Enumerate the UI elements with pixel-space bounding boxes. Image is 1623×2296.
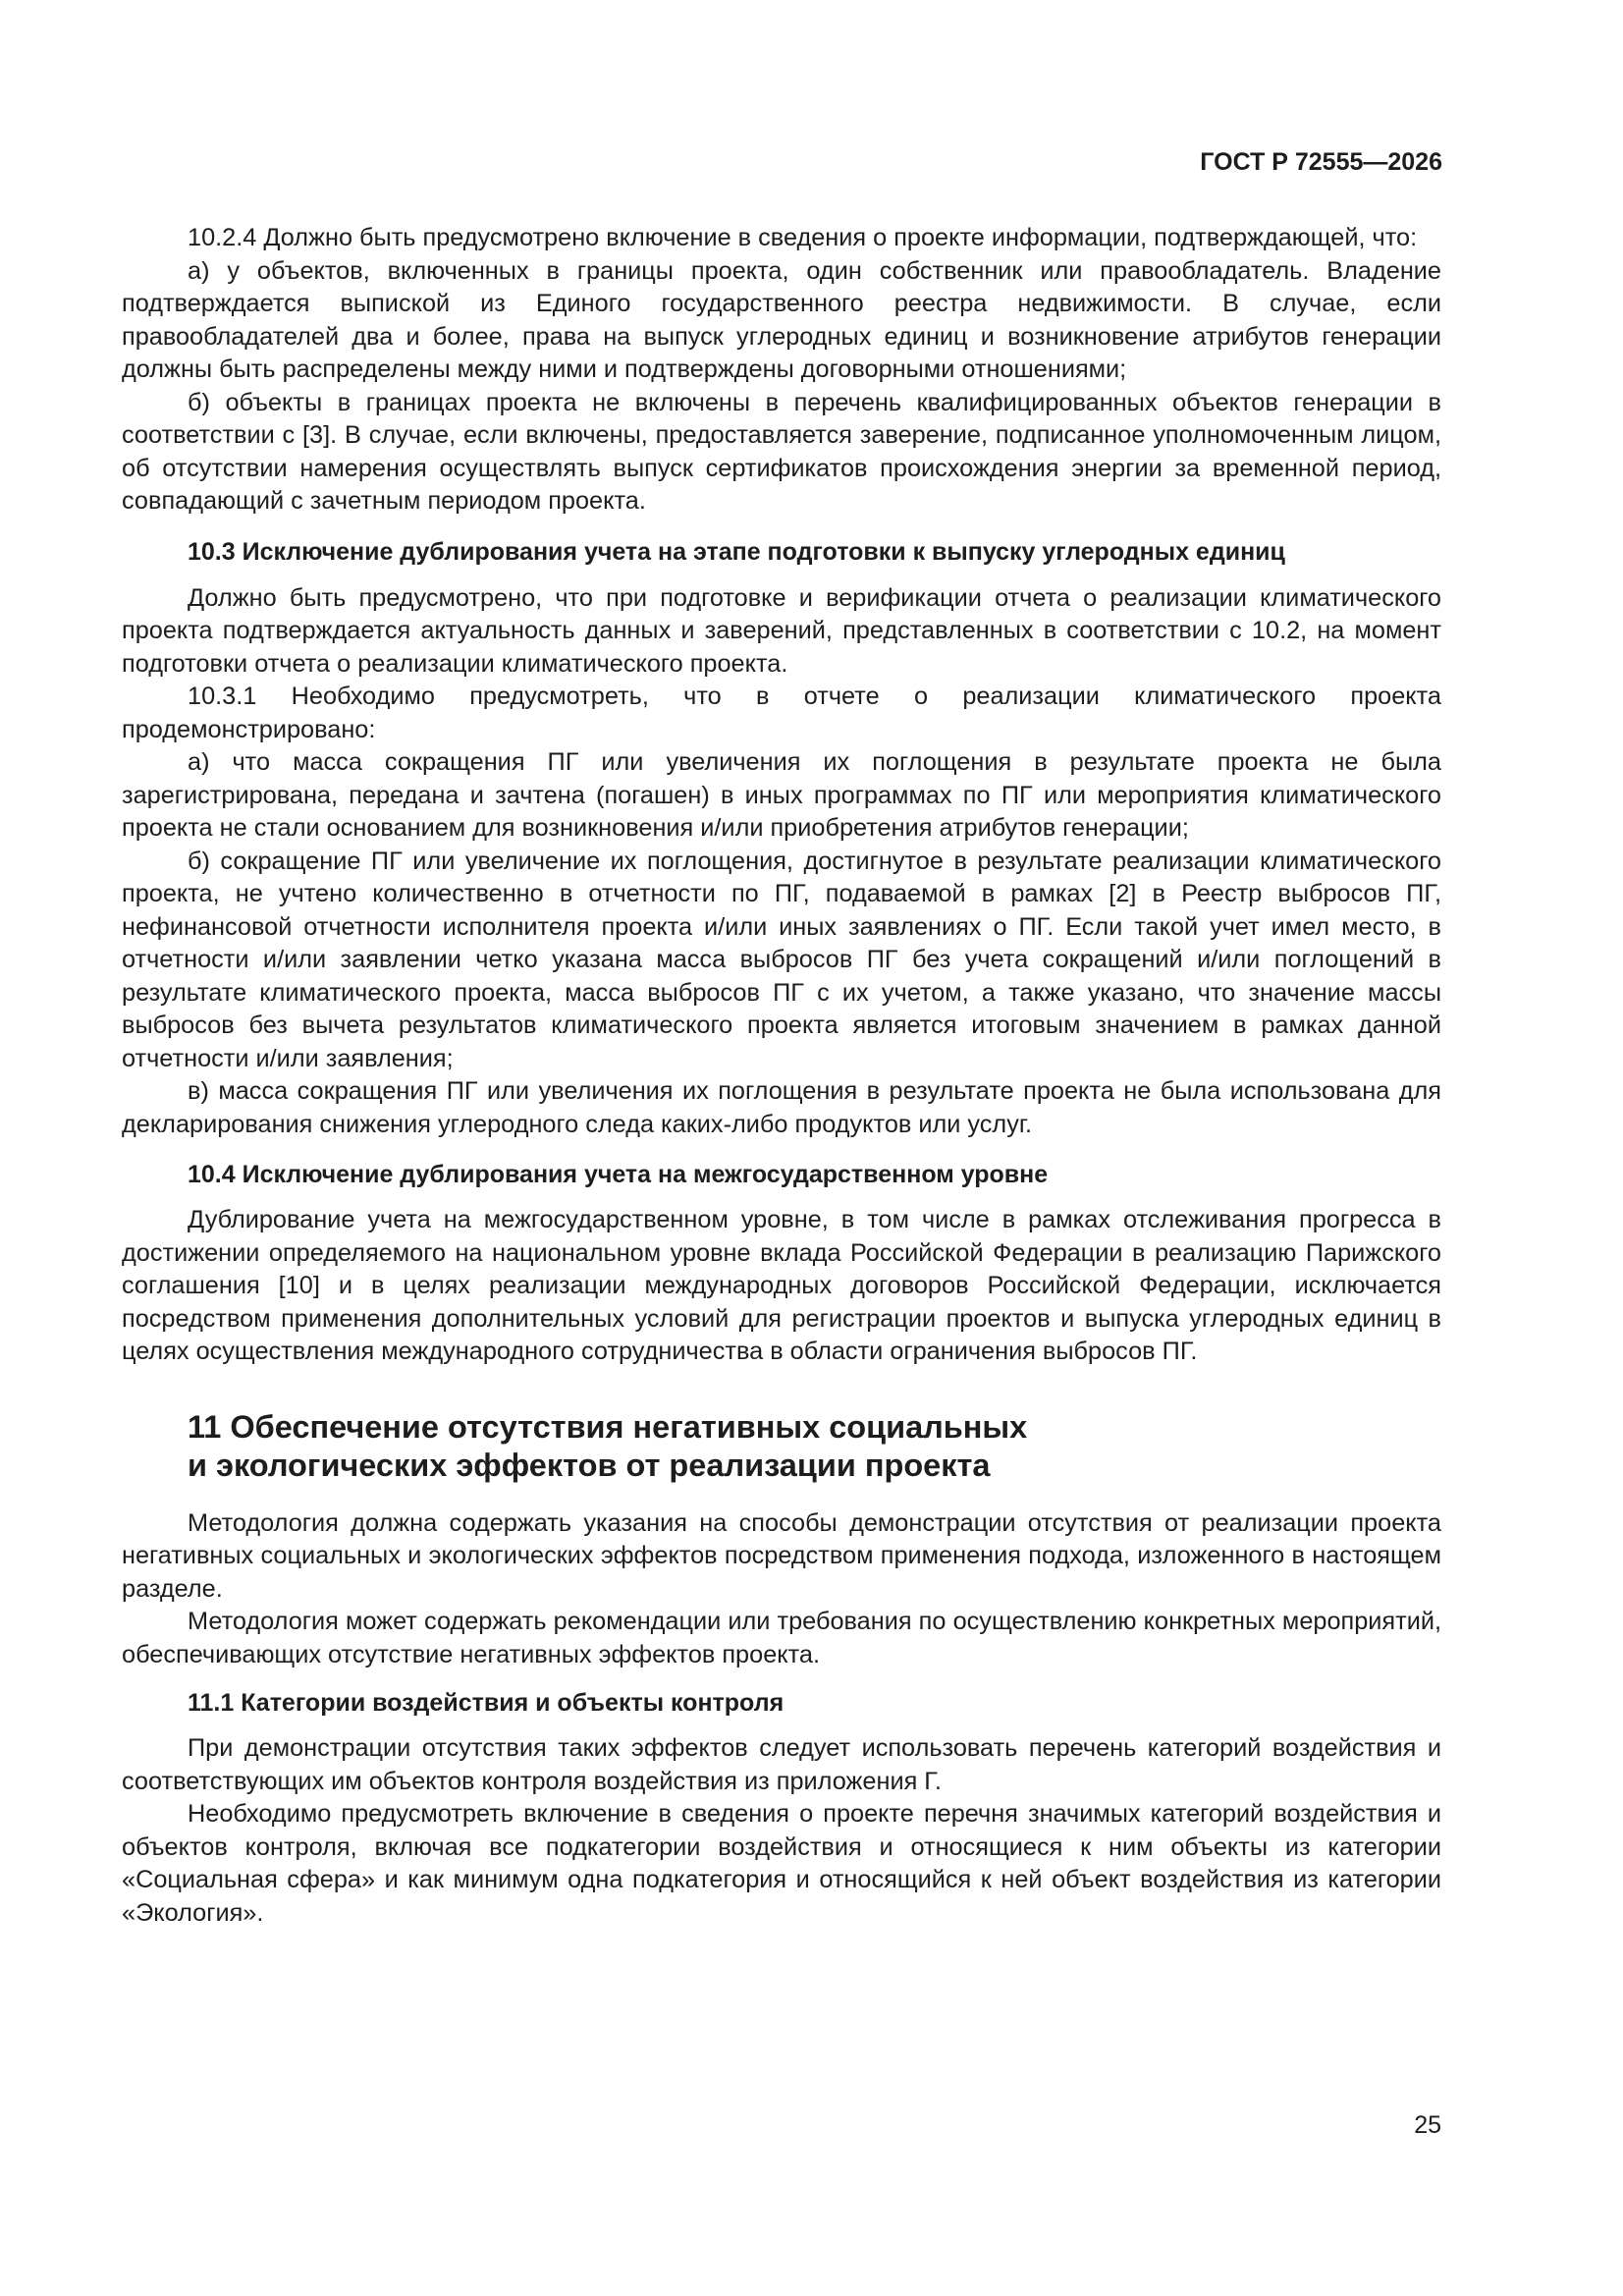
document-body (122, 222, 1441, 1930)
chapter-heading-11 (122, 1408, 1441, 1485)
paragraph-11-1: Методология должна содержать указания на способы демонстрации отсутствия от реализации проекта негативных социальных и экологических эффектов посредством применения подхода, изложенного в настоящем разделе. (122, 1508, 1441, 1603)
section-heading-10-3: 10.3 Исключение дублирования учета на этапе подготовки к выпуску углеродных единиц (188, 537, 1285, 566)
paragraph-10-4: Дублирование учета на межгосударственном уровне, в том числе в рамках отслеживания прогресса в достижении определяемого на национальном уровне вклада Российской Федерации в реализацию Парижского соглашения [10] и в целях реализации международных договоров Российской Федерации, исключается посредством применения дополнительных условий для регистрации проектов и выпуска углеродных единиц в целях осуществления международного сотрудничества в области ограничения выбросов ПГ. (122, 1206, 1441, 1365)
paragraph-10-2-4: 10.2.4 Должно быть предусмотрено включение в сведения о проекте информации, подтверждающей, что: (188, 224, 1418, 251)
list-item-10-2-4-a: а) у объектов, включенных в границы проекта, один собственник или правообладатель. Владение подтверждается выпиской из Единого государственного реестра недвижимости. В случае, если правообладателей два и более, права на выпуск углеродных единиц и возникновение атрибутов генерации должны быть распределены между ними и подтверждены договорными отношениями; (122, 256, 1441, 383)
document-code-header: ГОСТ Р 72555—2026 (1200, 148, 1442, 176)
list-item-10-3-1-v: в) масса сокращения ПГ или увеличения их поглощения в результате проекта не была использована для декларирования снижения углеродного следа каких-либо продуктов или услуг. (122, 1077, 1441, 1138)
paragraph-11-1-2: Необходимо предусмотреть включение в сведения о проекте перечня значимых категорий воздействия и объектов контроля, включая все подкатегории воздействия и относящиеся к ним объекты из категории «Социальная сфера» и как минимум одна подкатегория и относящийся к ней объект воздействия из категории «Экология». (122, 1800, 1441, 1927)
list-item-10-3-1-a: а) что масса сокращения ПГ или увеличения их поглощения в результате проекта не была зарегистрирована, передана и зачтена (погашен) в иных программах по ПГ или мероприятия климатического проекта не стали основанием для возникновения и/или приобретения атрибутов генерации; (122, 748, 1441, 842)
chapter-heading-11-line-1: 11 Обеспечение отсутствия негативных социальных (188, 1408, 1028, 1445)
paragraph-10-3: Должно быть предусмотрено, что при подготовке и верификации отчета о реализации климатического проекта подтверждается актуальность данных и заверений, представленных в соответствии с 10.2, на момент подготовки отчета о реализации климатического проекта. (122, 583, 1441, 678)
chapter-heading-11-line-2: и экологических эффектов от реализации проекта (188, 1447, 991, 1483)
paragraph-11-1-1: При демонстрации отсутствия таких эффектов следует использовать перечень категорий воздействия и соответствующих им объектов контроля воздействия из приложения Г. (122, 1734, 1441, 1795)
page-number: 25 (1414, 2111, 1441, 2139)
list-item-10-3-1-b: б) сокращение ПГ или увеличение их поглощения, достигнутое в результате реализации климатического проекта, не учтено количественно в отчетности по ПГ, подаваемой в рамках [2] в Реестр выбросов ПГ, нефинансовой отчетности исполнителя проекта и/или иных заявлениях о ПГ. Если такой учет имел место, в отчетности и/или заявлении четко указана масса выбросов ПГ без учета сокращений и/или поглощений в результате климатического проекта, масса выбросов ПГ с их учетом, а также указано, что значение массы выбросов без вычета результатов климатического проекта является итоговым значением в рамках данной отчетности и/или заявления; (122, 847, 1441, 1072)
list-item-10-2-4-b: б) объекты в границах проекта не включены в перечень квалифицированных объектов генерации в соответствии с [3]. В случае, если включены, предоставляется заверение, подписанное уполномоченным лицом, об отсутствии намерения осуществлять выпуск сертификатов происхождения энергии за временной период, совпадающий с зачетным периодом проекта. (122, 388, 1441, 515)
section-heading-10-4: 10.4 Исключение дублирования учета на межгосударственном уровне (188, 1161, 1049, 1188)
paragraph-11-2: Методология может содержать рекомендации или требования по осуществлению конкретных мероприятий, обеспечивающих отсутствие негативных эффектов проекта. (122, 1608, 1441, 1668)
paragraph-10-3-1: 10.3.1 Необходимо предусмотреть, что в отчете о реализации климатического проекта продемонстрировано: (122, 683, 1441, 743)
section-heading-11-1: 11.1 Категории воздействия и объекты контроля (188, 1689, 784, 1717)
